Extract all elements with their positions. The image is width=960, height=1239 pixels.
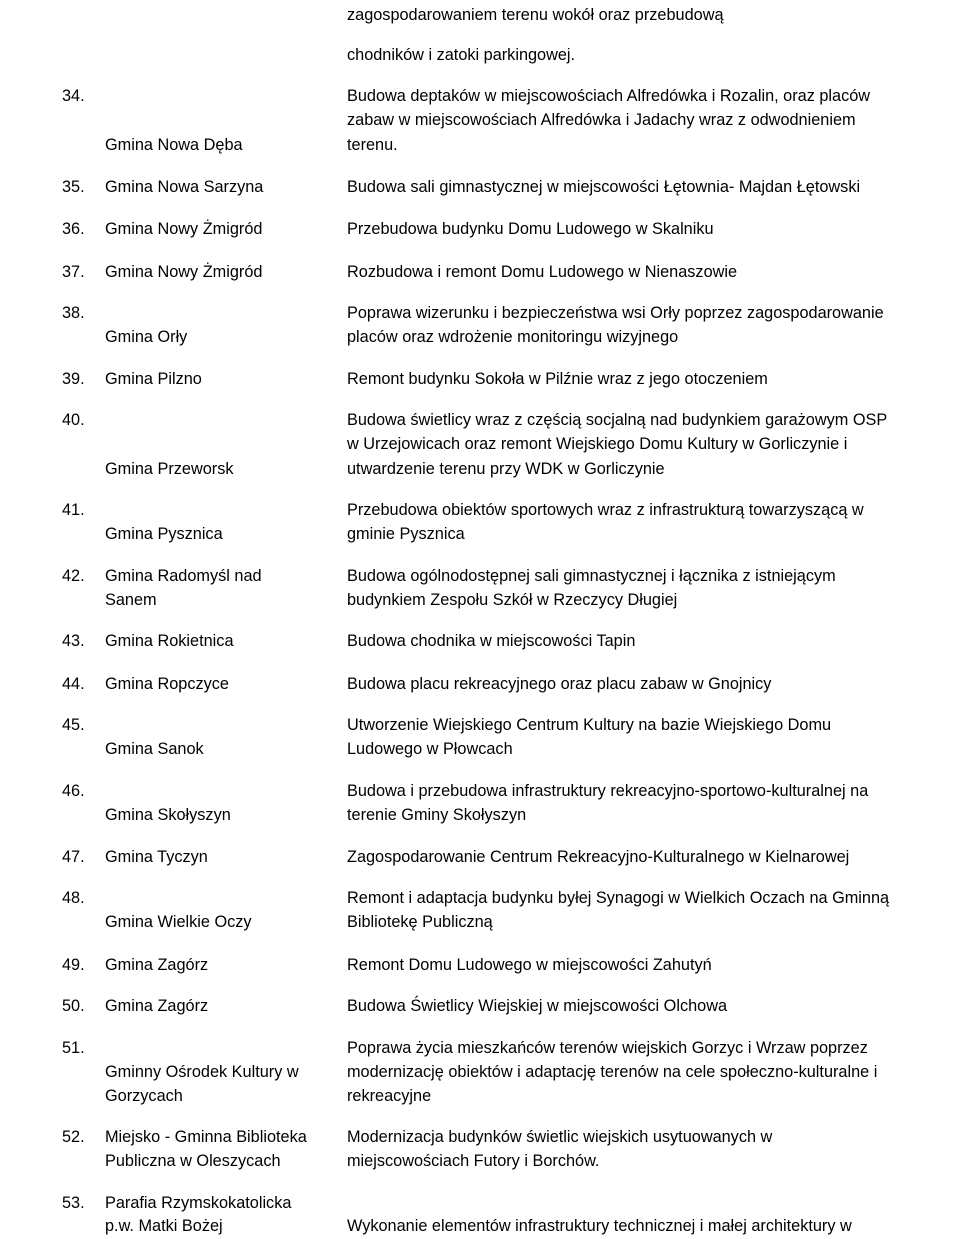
project-description: Rozbudowa i remont Domu Ludowego w Nienaszowie bbox=[347, 263, 738, 281]
project-description: Budowa chodnika w miejscowości Tapin bbox=[347, 632, 636, 650]
row-number: 44. bbox=[62, 675, 85, 693]
project-description: Modernizacja budynków świetlic wiejskich usytuowanych w bbox=[347, 1128, 773, 1146]
row-number: 51. bbox=[62, 1039, 85, 1057]
project-description: Budowa świetlicy wraz z częścią socjalną nad budynkiem garażowym OSP bbox=[347, 411, 888, 429]
row-number: 36. bbox=[62, 220, 85, 238]
project-description: Budowa placu rekreacyjnego oraz placu zabaw w Gnojnicy bbox=[347, 675, 772, 693]
project-description: gminie Pysznica bbox=[347, 525, 465, 543]
row-number: 50. bbox=[62, 997, 85, 1015]
beneficiary-name: Gmina Sanok bbox=[105, 740, 204, 758]
beneficiary-name: Gmina Rokietnica bbox=[105, 632, 234, 650]
row-number: 34. bbox=[62, 87, 85, 105]
row-number: 46. bbox=[62, 782, 85, 800]
project-description: rekreacyjne bbox=[347, 1087, 432, 1105]
project-description: terenu. bbox=[347, 136, 398, 154]
project-description: Remont Domu Ludowego w miejscowości Zahutyń bbox=[347, 956, 712, 974]
project-description: Remont budynku Sokoła w Pilźnie wraz z jego otoczeniem bbox=[347, 370, 768, 388]
project-description: Budowa i przebudowa infrastruktury rekreacyjno-sportowo-kulturalnej na bbox=[347, 782, 869, 800]
beneficiary-name: Gmina Nowa Sarzyna bbox=[105, 178, 264, 196]
beneficiary-name: Gmina Nowy Żmigród bbox=[105, 220, 263, 238]
beneficiary-name: Gorzycach bbox=[105, 1087, 183, 1105]
beneficiary-name: Parafia Rzymskokatolicka bbox=[105, 1194, 292, 1212]
project-description: Budowa deptaków w miejscowościach Alfredówka i Rozalin, oraz placów bbox=[347, 87, 871, 105]
beneficiary-name: Gmina Pilzno bbox=[105, 370, 202, 388]
project-description: utwardzenie terenu przy WDK w Gorliczynie bbox=[347, 460, 665, 478]
beneficiary-name: Gmina Nowa Dęba bbox=[105, 136, 243, 154]
beneficiary-name: Gmina Przeworsk bbox=[105, 460, 234, 478]
beneficiary-name: Gmina Pysznica bbox=[105, 525, 223, 543]
row-number: 42. bbox=[62, 567, 85, 585]
beneficiary-name: p.w. Matki Bożej bbox=[105, 1217, 223, 1235]
beneficiary-name: Sanem bbox=[105, 591, 157, 609]
project-description: Remont i adaptacja budynku byłej Synagogi w Wielkich Oczach na Gminną bbox=[347, 889, 890, 907]
row-number: 35. bbox=[62, 178, 85, 196]
row-number: 43. bbox=[62, 632, 85, 650]
row-number: 52. bbox=[62, 1128, 85, 1146]
row-number: 45. bbox=[62, 716, 85, 734]
row-number: 53. bbox=[62, 1194, 85, 1212]
project-description: zabaw w miejscowościach Alfredówka i Jadachy wraz z odwodnieniem bbox=[347, 111, 856, 129]
project-description: Wykonanie elementów infrastruktury technicznej i małej architektury w bbox=[347, 1217, 852, 1235]
beneficiary-name: Gmina Ropczyce bbox=[105, 675, 229, 693]
beneficiary-name: Gmina Skołyszyn bbox=[105, 806, 231, 824]
project-description: budynkiem Zespołu Szkół w Rzeczycy Długiej bbox=[347, 591, 678, 609]
beneficiary-name: Gmina Zagórz bbox=[105, 956, 209, 974]
row-number: 40. bbox=[62, 411, 85, 429]
beneficiary-name: Gmina Nowy Żmigród bbox=[105, 263, 263, 281]
project-description: Bibliotekę Publiczną bbox=[347, 913, 493, 931]
row-number: 38. bbox=[62, 304, 85, 322]
project-description: modernizację obiektów i adaptację terenów na cele społeczno-kulturalne i bbox=[347, 1063, 878, 1081]
continued-text-line: chodników i zatoki parkingowej. bbox=[347, 46, 576, 64]
row-number: 39. bbox=[62, 370, 85, 388]
row-number: 49. bbox=[62, 956, 85, 974]
project-description: miejscowościach Futory i Borchów. bbox=[347, 1152, 600, 1170]
row-number: 41. bbox=[62, 501, 85, 519]
beneficiary-name: Gmina Zagórz bbox=[105, 997, 209, 1015]
project-description: Utworzenie Wiejskiego Centrum Kultury na bazie Wiejskiego Domu bbox=[347, 716, 832, 734]
row-number: 48. bbox=[62, 889, 85, 907]
project-description: Budowa sali gimnastycznej w miejscowości Łętownia- Majdan Łętowski bbox=[347, 178, 861, 196]
beneficiary-name: Miejsko - Gminna Biblioteka bbox=[105, 1128, 307, 1146]
project-description: Przebudowa obiektów sportowych wraz z infrastrukturą towarzyszącą w bbox=[347, 501, 864, 519]
beneficiary-name: Gmina Tyczyn bbox=[105, 848, 208, 866]
row-number: 37. bbox=[62, 263, 85, 281]
project-description: Budowa Świetlicy Wiejskiej w miejscowości Olchowa bbox=[347, 997, 728, 1015]
project-description: terenie Gminy Skołyszyn bbox=[347, 806, 527, 824]
project-description: placów oraz wdrożenie monitoringu wizyjnego bbox=[347, 328, 679, 346]
beneficiary-name: Gmina Wielkie Oczy bbox=[105, 913, 252, 931]
row-number: 47. bbox=[62, 848, 85, 866]
beneficiary-name: Publiczna w Oleszycach bbox=[105, 1152, 281, 1170]
continued-text-line: zagospodarowaniem terenu wokół oraz przebudową bbox=[347, 6, 724, 24]
project-description: Ludowego w Płowcach bbox=[347, 740, 513, 758]
project-description: Przebudowa budynku Domu Ludowego w Skalniku bbox=[347, 220, 714, 238]
beneficiary-name: Gmina Radomyśl nad bbox=[105, 567, 262, 585]
project-description: Zagospodarowanie Centrum Rekreacyjno-Kulturalnego w Kielnarowej bbox=[347, 848, 850, 866]
project-description: Poprawa życia mieszkańców terenów wiejskich Gorzyc i Wrzaw poprzez bbox=[347, 1039, 868, 1057]
project-description: w Urzejowicach oraz remont Wiejskiego Domu Kultury w Gorliczynie i bbox=[347, 435, 848, 453]
beneficiary-name: Gmina Orły bbox=[105, 328, 188, 346]
project-description: Poprawa wizerunku i bezpieczeństwa wsi Orły poprzez zagospodarowanie bbox=[347, 304, 884, 322]
beneficiary-name: Gminny Ośrodek Kultury w bbox=[105, 1063, 299, 1081]
project-description: Budowa ogólnodostępnej sali gimnastycznej i łącznika z istniejącym bbox=[347, 567, 836, 585]
